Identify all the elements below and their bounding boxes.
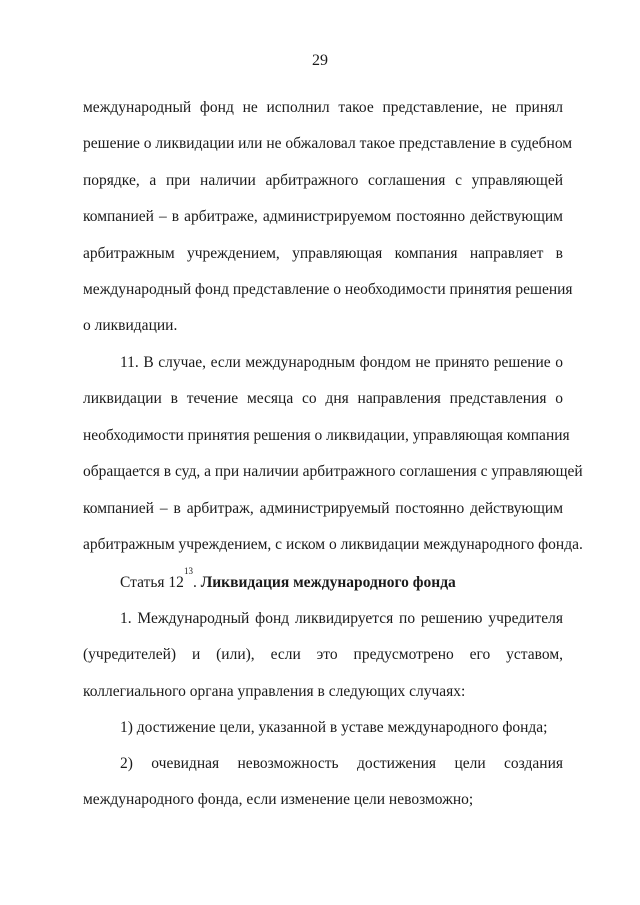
paragraph-item-1 [83,601,563,710]
text-line: решение о ликвидации или не обжаловал такое представление в судебном [83,135,573,153]
text-line: обращается в суд, а при наличии арбитражного соглашения с управляющей [83,463,583,481]
text-line: о ликвидации. [83,317,178,335]
page-number: 29 [312,52,328,69]
paragraph-item-11 [83,345,583,563]
article-heading [83,565,563,601]
text-line: 11. В случае, если международным фондом не принято решение о [120,354,563,371]
text-line: 1) достижение цели, указанной в уставе международного фонда; [120,719,548,736]
text-line: необходимости принятия решения о ликвидации, управляющая компания [83,426,570,444]
article-heading-line [83,565,563,601]
text-line: компанией – в арбитраж, администрируемый постоянно действующим [83,499,563,517]
text-line: 2) очевидная невозможность достижения цели создания [120,755,563,772]
text-line: компанией – в арбитраже, администрируемом постоянно действующим [83,208,563,226]
paragraph-subitem-1 [83,710,563,746]
text-line: 1. Международный фонд ликвидируется по решению учредителя [120,610,563,627]
text-line: порядке, а при наличии арбитражного соглашения с управляющей [83,171,563,189]
text-line: коллегиального органа управления в следующих случаях: [83,682,466,700]
paragraph-subitem-2 [83,746,563,819]
text-line: ликвидации в течение месяца со дня направления представления о [83,390,563,408]
paragraph-continuation [83,90,573,345]
text-line: международного фонда, если изменение цели невозможно; [83,791,474,809]
text-line: международный фонд представление о необходимости принятия решения [83,280,573,298]
article-prefix: Статья 12 [120,574,184,591]
article-title: Ликвидация международного фонда [200,574,456,591]
text-line: международный фонд не исполнил такое представление, не принял [83,99,563,116]
article-superscript: 13 [183,566,193,576]
article-dot: . [192,574,201,591]
text-line: (учредителей) и (или), если это предусмотрено его уставом, [83,646,563,664]
text-line: арбитражным учреждением, с иском о ликвидации международного фонда. [83,535,583,553]
text-line: арбитражным учреждением, управляющая компания направляет в [83,244,563,262]
